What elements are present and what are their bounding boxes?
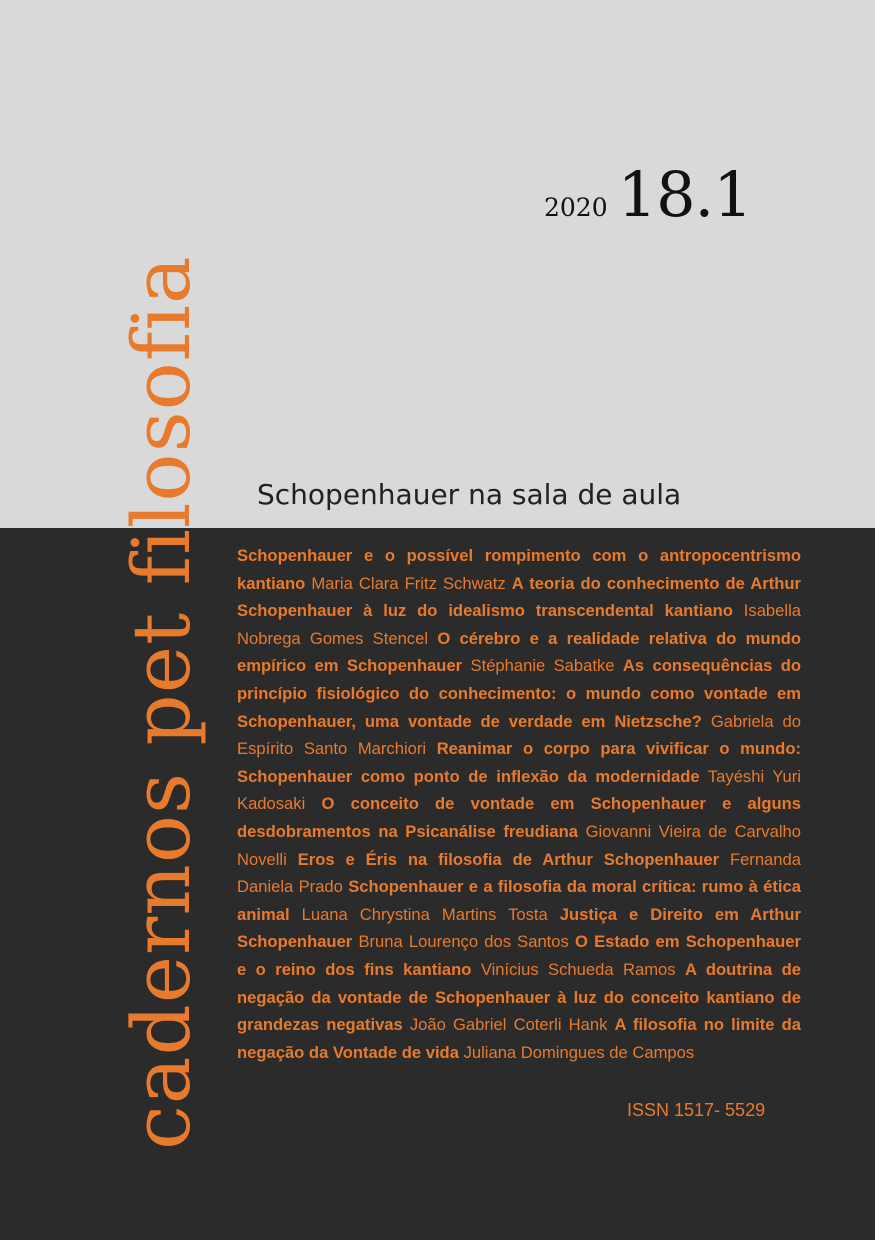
issue-year: 2020 <box>544 193 608 222</box>
article-author: Giovanni Vieira de Carvalho Novelli <box>237 821 801 869</box>
journal-title-part2: pet <box>115 611 208 746</box>
article-author: Vinícius Schueda Ramos <box>480 959 676 979</box>
issue-subtitle: Schopenhauer na sala de aula <box>257 478 682 511</box>
article-author: Gabriela do Espírito Santo Marchiori <box>237 711 801 759</box>
article-author: Stéphanie Sabatke <box>470 656 615 676</box>
journal-title <box>115 255 208 1150</box>
article-title: A doutrina de negação da vontade de Schopenhauer à luz do conceito kantiano de grandezas negativas <box>237 959 801 1035</box>
article-author: Isabella Nobrega Gomes Stencel <box>237 601 801 648</box>
article-author: Fernanda Daniela Prado <box>237 849 801 897</box>
article-title: Reanimar o corpo para vivificar o mundo: Schopenhauer como ponto de inflexão da modernidade <box>237 739 801 786</box>
article-author: Tayéshi Yuri Kadosaki <box>237 766 801 814</box>
table-of-contents <box>237 542 801 1066</box>
article-title: O Estado em Schopenhauer e o reino dos fins kantiano <box>237 932 801 979</box>
article-title: O cérebro e a realidade relativa do mundo empírico em Schopenhauer <box>237 628 801 676</box>
article-author: Maria Clara Fritz Schwatz <box>311 573 506 593</box>
article-title: Justiça e Direito em Arthur Schopenhauer <box>237 904 801 952</box>
issue-number: 18.1 <box>617 158 752 231</box>
article-author: Juliana Domingues de Campos <box>463 1042 695 1062</box>
article-title: As consequências do princípio fisiológico do conhecimento: o mundo como vontade em Schopenhauer, uma vontade de verdade em Nietzsche? <box>237 656 801 731</box>
issue-info <box>544 158 752 231</box>
article-author: Luana Chrystina Martins Tosta <box>301 904 548 924</box>
issn-label: ISSN 1517- 5529 <box>627 1100 766 1120</box>
article-title: Eros e Éris na filosofia de Arthur Schopenhauer <box>297 849 720 869</box>
journal-title-part1: cadernos <box>115 771 208 1150</box>
article-author: Bruna Lourenço dos Santos <box>358 932 569 952</box>
article-author: João Gabriel Coterli Hank <box>409 1015 608 1035</box>
article-title: Schopenhauer e o possível rompimento com o antropocentrismo kantiano <box>237 546 801 593</box>
journal-title-part3: filosofia <box>115 255 208 586</box>
article-title: Schopenhauer e a filosofia da moral crítica: rumo à ética animal <box>237 877 801 924</box>
article-title: A teoria do conhecimento de Arthur Schopenhauer à luz do idealismo transcendental kantiano <box>237 573 801 621</box>
article-title: A filosofia no limite da negação da Vontade de vida <box>237 1015 801 1062</box>
article-title: O conceito de vontade em Schopenhauer e alguns desdobramentos na Psicanálise freudiana <box>237 794 801 841</box>
